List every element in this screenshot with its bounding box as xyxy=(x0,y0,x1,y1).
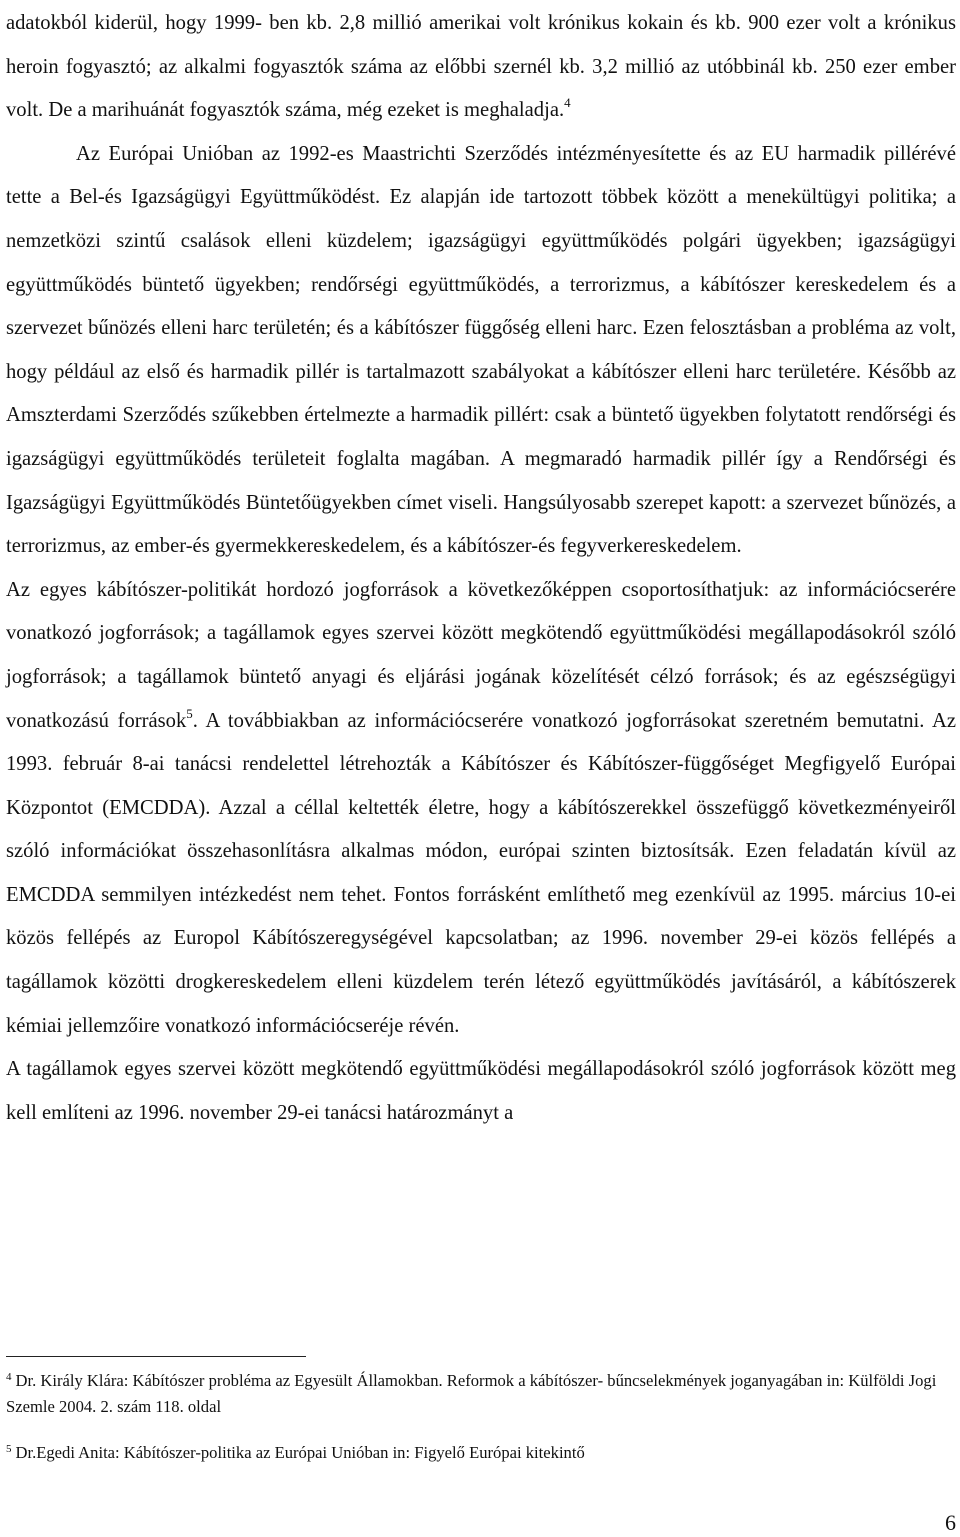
footnote-text: Dr. Király Klára: Kábítószer probléma az Egyesült Államokban. Reformok a kábítószer- bűncselekmények joganyagában in: Külföldi Jogi Szemle 2004. 2. szám 118. oldal xyxy=(6,1371,937,1416)
paragraph-1 xyxy=(6,2,956,133)
paragraph-text: adatokból kiderül, hogy 1999- ben kb. 2,8 millió amerikai volt krónikus kokain és kb. 900 ezer volt a krónikus heroin fogyasztó; az alkalmi fogyasztók száma az előbbi szernél kb. 3,2 millió az utóbbinál kb. 250 ezer ember volt. De a marihuánát fogyasztók száma, még ezeket is meghaladja. xyxy=(6,12,956,122)
footnote-number: 4 xyxy=(6,1371,12,1383)
page-number: 6 xyxy=(945,1510,956,1535)
footnote-text: Dr.Egedi Anita: Kábítószer-politika az Európai Unióban in: Figyelő Európai kitekintő xyxy=(15,1443,585,1462)
footnote-separator xyxy=(6,1356,306,1357)
paragraph-2 xyxy=(6,133,956,569)
footnote-ref-4[interactable]: 4 xyxy=(564,95,571,111)
footnote-ref-5[interactable]: 5 xyxy=(186,705,193,721)
paragraph-text-continued: . A továbbiakban az információcserére vonatkozó jogforrásokat szeretném bemutatni. Az 1993. február 8-ai tanácsi rendelettel létrehozták a Kábítószer és Kábítószer-függőséget Megfigyelő Európai Központot (EMCDDA). Azzal a céllal keltették életre, hogy a kábítószerekkel összefüggő következményeiről szóló információkat összehasonlításra alkalmas módon, európai szinten biztosítsák. Ezen feladatán kívül az EMCDDA semmilyen intézkedést nem tehet. Fontos forrásként említhető meg ezenkívül az 1995. március 10-ei közös fellépés az Europol Kábítószeregységével kapcsolatban; az 1996. november 29-ei közös fellépés a tagállamok közötti drogkereskedelem elleni küzdelem terén létező együttműködés javításáról, a kábítószerek kémiai jellemzőire vonatkozó információcseréje révén. xyxy=(6,709,956,1037)
paragraph-text: Az egyes kábítószer-politikát hordozó jogforrások a következőképpen csoportosíthatjuk: az információcserére vonatkozó jogforrások; a tagállamok egyes szervei között megkötendő együttműködési megállapodásokról szóló jogforrások; a tagállamok büntető anyagi és eljárási jogának közelítését célzó források; és az egészségügyi vonatkozású források xyxy=(6,578,956,732)
paragraph-3 xyxy=(6,569,956,1049)
body-text xyxy=(6,2,956,1135)
footnote-4 xyxy=(6,1369,956,1418)
footnote-number: 5 xyxy=(6,1443,12,1455)
paragraph-4 xyxy=(6,1048,956,1135)
paragraph-text: A tagállamok egyes szervei között megkötendő együttműködési megállapodásokról szóló jogforrások között meg kell említeni az 1996. november 29-ei tanácsi határozmányt a xyxy=(6,1058,956,1124)
paragraph-text: Az Európai Unióban az 1992-es Maastrichti Szerződés intézményesítette és az EU harmadik pillérévé tette a Bel-és Igazságügyi Együttműködést. Ez alapján ide tartozott többek között a menekültügyi politika; a nemzetközi szintű csalások elleni küzdelem; igazságügyi együttműködés polgári ügyekben; igazságügyi együttműködés büntető ügyekben; rendőrségi együttműködés, a terrorizmus, a kábítószer kereskedelem és a szervezet bűnözés elleni harc területén; és a kábítószer függőség elleni harc. Ezen felosztásban a probléma az volt, hogy például az első és harmadik pillér is tartalmazott szabályokat a kábítószer elleni harc területére. Később az Amszterdami Szerződés szűkebben értelmezte a harmadik pillért: csak a büntető ügyekben folytatott rendőrségi és igazságügyi együttműködés területeit foglalta magában. A megmaradó harmadik pillér így a Rendőrségi és Igazságügyi Együttműködés Büntetőügyekben címet viseli. Hangsúlyosabb szerepet kapott: a szervezet bűnözés, a terrorizmus, az ember-és gyermekkereskedelem, és a kábítószer-és fegyverkereskedelem. xyxy=(6,142,956,558)
footnote-5 xyxy=(6,1441,956,1467)
